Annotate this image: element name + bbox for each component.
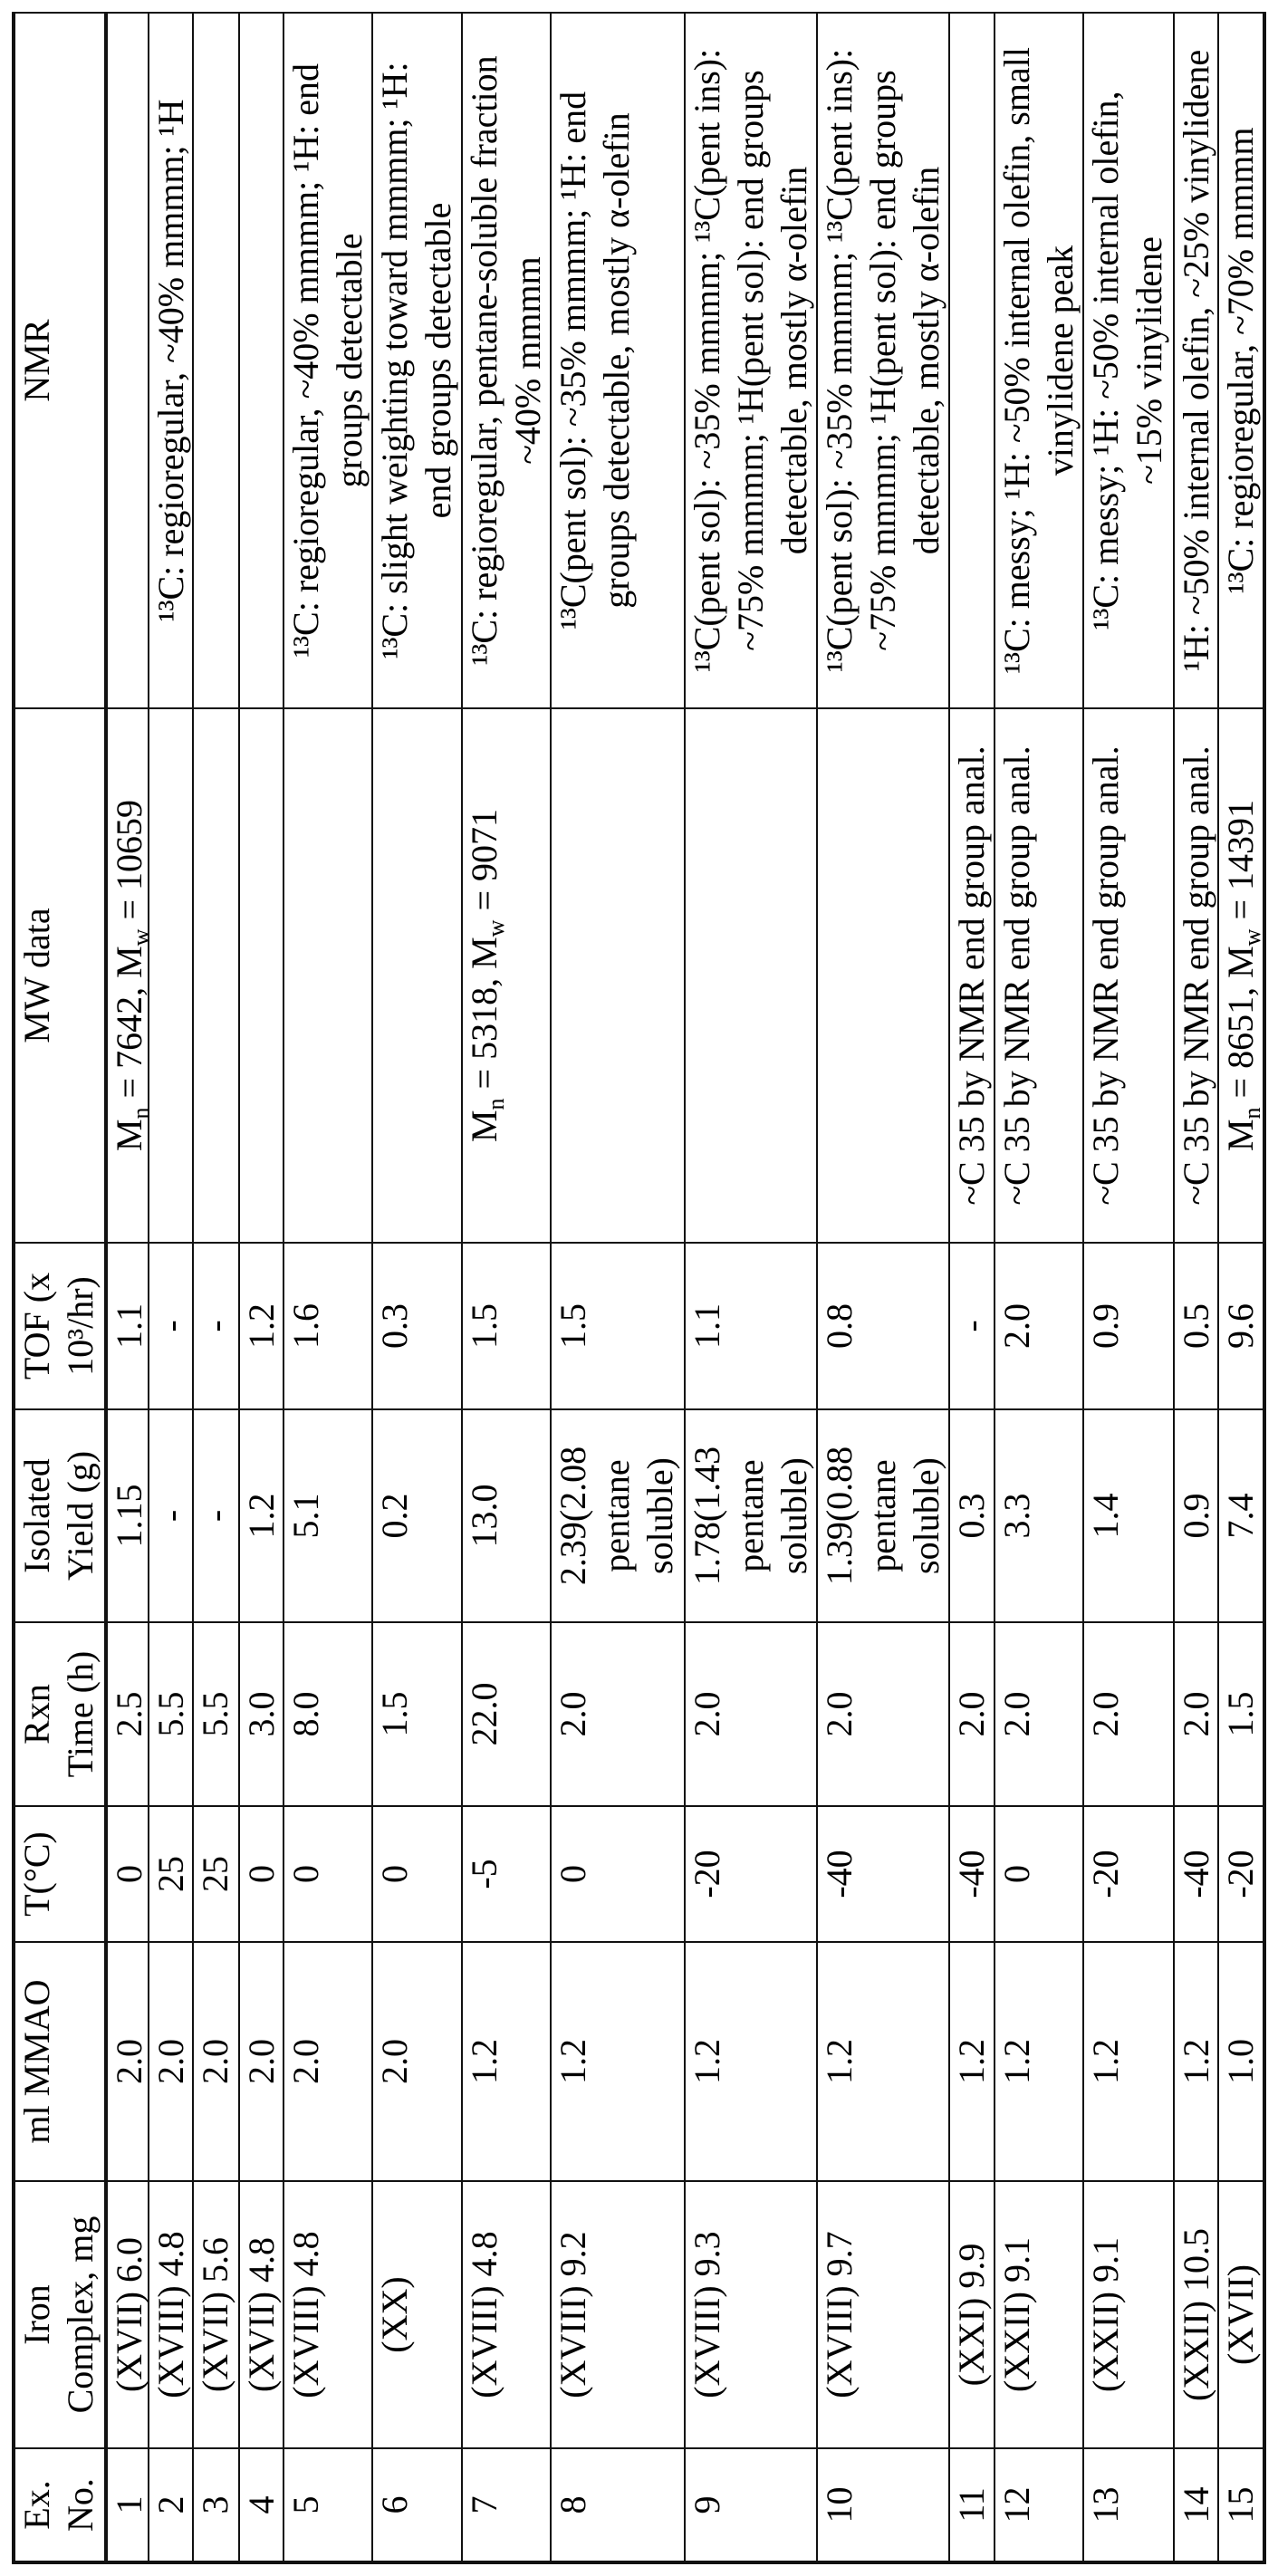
cell-mw-data: ~C 35 by NMR end group anal. — [948, 709, 994, 1244]
cell-iron-complex: (XX) — [371, 2182, 461, 2449]
cell-isolated-yield: 13.0 — [461, 1410, 550, 1623]
cell-tof: - — [948, 1244, 994, 1410]
cell-tof: 1.6 — [283, 1244, 371, 1410]
cell-mw-data: ~C 35 by NMR end group anal. — [994, 709, 1082, 1244]
cell-isolated-yield: 7.4 — [1217, 1410, 1263, 1623]
cell-rxn-time: 2.0 — [684, 1623, 816, 1807]
cell-iron-complex: (XVIII) 9.3 — [684, 2182, 816, 2449]
cell-temperature: -20 — [1082, 1807, 1173, 1943]
cell-mmao: 1.0 — [1217, 1943, 1263, 2182]
mw-subscript: n — [1239, 1107, 1266, 1120]
mw-text: M — [1220, 1119, 1261, 1152]
cell-tof: 0.9 — [1082, 1244, 1173, 1410]
cell-nmr: ¹³C: regioregular, ~40% mmmm; ¹H — [148, 14, 192, 709]
cell-isolated-yield: 0.3 — [948, 1410, 994, 1623]
cell-ex-no: 2 — [148, 2449, 192, 2564]
cell-ex-no: 13 — [1082, 2449, 1173, 2564]
cell-mmao: 1.2 — [461, 1943, 550, 2182]
cell-isolated-yield: 1.39(0.88 pentane soluble) — [816, 1410, 948, 1623]
cell-isolated-yield: 5.1 — [283, 1410, 371, 1623]
cell-rxn-time: 2.0 — [816, 1623, 948, 1807]
cell-isolated-yield: 1.4 — [1082, 1410, 1173, 1623]
cell-iron-complex: (XVII) 6.0 — [104, 2182, 148, 2449]
cell-mmao: 1.2 — [994, 1943, 1082, 2182]
mw-text: = 9071 — [464, 808, 504, 920]
cell-mmao: 2.0 — [283, 1943, 371, 2182]
cell-rxn-time: 1.5 — [1217, 1623, 1263, 1807]
mw-subscript: w — [483, 919, 510, 937]
cell-temperature: -20 — [1217, 1807, 1263, 1943]
cell-rxn-time: 2.0 — [1082, 1623, 1173, 1807]
cell-temperature: 0 — [283, 1807, 371, 1943]
cell-ex-no: 12 — [994, 2449, 1082, 2564]
cell-temperature: 0 — [104, 1807, 148, 1943]
cell-ex-no: 6 — [371, 2449, 461, 2564]
cell-mw-data — [238, 709, 283, 1244]
cell-nmr: ¹³C(pent sol): ~35% mmmm; ¹³C(pent ins): ~75% mmmm; ¹H(pent sol): end groups detectable, mostly α-olefin — [684, 14, 816, 709]
cell-tof: 9.6 — [1217, 1244, 1263, 1410]
cell-isolated-yield: 1.2 — [238, 1410, 283, 1623]
cell-tof: 0.5 — [1173, 1244, 1217, 1410]
cell-rxn-time: 8.0 — [283, 1623, 371, 1807]
cell-mw-data — [816, 709, 948, 1244]
cell-temperature: -40 — [1173, 1807, 1217, 1943]
cell-isolated-yield: 0.9 — [1173, 1410, 1217, 1623]
cell-ex-no: 9 — [684, 2449, 816, 2564]
cell-isolated-yield: 0.2 — [371, 1410, 461, 1623]
cell-mw-data — [684, 709, 816, 1244]
cell-ex-no: 7 — [461, 2449, 550, 2564]
cell-mmao: 2.0 — [371, 1943, 461, 2182]
cell-mmao: 1.2 — [816, 1943, 948, 2182]
cell-tof: 1.1 — [104, 1244, 148, 1410]
cell-mmao: 1.2 — [1082, 1943, 1173, 2182]
header-temperature: T(°C) — [12, 1807, 104, 1943]
cell-iron-complex: (XVIII) 4.8 — [283, 2182, 371, 2449]
data-table — [12, 12, 1266, 2564]
cell-temperature: -20 — [684, 1807, 816, 1943]
cell-nmr: ¹³C: messy; ¹H: ~50% internal olefin, ~15% vinylidene — [1082, 14, 1173, 709]
cell-mw-data: ~C 35 by NMR end group anal. — [1173, 709, 1217, 1244]
cell-nmr: ¹³C: regioregular, pentane-soluble fraction ~40% mmmm — [461, 14, 550, 709]
cell-iron-complex: (XXII) 10.5 — [1173, 2182, 1217, 2449]
cell-mw-data — [148, 709, 192, 1244]
mw-text: M — [109, 1119, 149, 1152]
cell-nmr: ¹³C: messy; ¹H: ~50% internal olefin, small vinylidene peak — [994, 14, 1082, 709]
cell-iron-complex: (XVII) 4.8 — [238, 2182, 283, 2449]
cell-temperature: -40 — [816, 1807, 948, 1943]
cell-temperature: 0 — [371, 1807, 461, 1943]
cell-nmr: ¹H: ~50% internal olefin, ~25% vinylidene — [1173, 14, 1217, 709]
mw-text: = 14391 — [1220, 799, 1261, 929]
cell-isolated-yield: - — [192, 1410, 238, 1623]
cell-isolated-yield: 1.15 — [104, 1410, 148, 1623]
cell-isolated-yield: 1.78(1.43 pentane soluble) — [684, 1410, 816, 1623]
cell-tof: 1.5 — [461, 1244, 550, 1410]
cell-mw-data — [371, 709, 461, 1244]
header-mmao: ml MMAO — [12, 1943, 104, 2182]
cell-rxn-time: 5.5 — [148, 1623, 192, 1807]
mw-subscript: n — [483, 1098, 510, 1110]
cell-nmr — [192, 14, 238, 709]
cell-rxn-time: 22.0 — [461, 1623, 550, 1807]
cell-temperature: 0 — [238, 1807, 283, 1943]
header-tof: TOF (x 10³/hr) — [12, 1244, 104, 1410]
cell-mw-data — [1217, 709, 1266, 1244]
cell-nmr: ¹³C: regioregular, ~40% mmmm; ¹H: end groups detectable — [283, 14, 371, 709]
mw-text: M — [464, 1110, 504, 1143]
cell-temperature: -40 — [948, 1807, 994, 1943]
cell-mw-data — [550, 709, 684, 1244]
cell-rxn-time: 3.0 — [238, 1623, 283, 1807]
header-ex-no: Ex. No. — [12, 2449, 104, 2564]
cell-rxn-time: 2.0 — [994, 1623, 1082, 1807]
cell-tof: - — [192, 1244, 238, 1410]
cell-temperature: -5 — [461, 1807, 550, 1943]
cell-mmao: 1.2 — [550, 1943, 684, 2182]
cell-temperature: 0 — [550, 1807, 684, 1943]
cell-tof: 1.5 — [550, 1244, 684, 1410]
cell-ex-no: 5 — [283, 2449, 371, 2564]
cell-isolated-yield: 2.39(2.08 pentane soluble) — [550, 1410, 684, 1623]
header-nmr: NMR — [12, 14, 104, 709]
cell-iron-complex: (XVIII) 4.8 — [148, 2182, 192, 2449]
cell-mw-data — [461, 709, 550, 1244]
header-rxn-time: Rxn Time (h) — [12, 1623, 104, 1807]
cell-tof: 1.1 — [684, 1244, 816, 1410]
cell-mmao: 1.2 — [1173, 1943, 1217, 2182]
cell-temperature: 25 — [192, 1807, 238, 1943]
mw-text: = 10659 — [109, 799, 149, 929]
mw-subscript: w — [128, 928, 155, 947]
cell-ex-no: 4 — [238, 2449, 283, 2564]
cell-tof: 0.8 — [816, 1244, 948, 1410]
cell-iron-complex: (XXI) 9.9 — [948, 2182, 994, 2449]
cell-tof: 2.0 — [994, 1244, 1082, 1410]
cell-mw-data: ~C 35 by NMR end group anal. — [1082, 709, 1173, 1244]
cell-ex-no: 11 — [948, 2449, 994, 2564]
cell-nmr: ¹³C: slight weighting toward mmmm; ¹H: end groups detectable — [371, 14, 461, 709]
cell-iron-complex: (XVIII) 9.7 — [816, 2182, 948, 2449]
cell-isolated-yield: - — [148, 1410, 192, 1623]
cell-isolated-yield: 3.3 — [994, 1410, 1082, 1623]
cell-tof: 0.3 — [371, 1244, 461, 1410]
cell-nmr: ¹³C: regioregular, ~70% mmmm — [1217, 14, 1263, 709]
cell-nmr — [104, 14, 148, 709]
header-iron-complex: Iron Complex, mg — [12, 2182, 104, 2449]
cell-temperature: 0 — [994, 1807, 1082, 1943]
cell-nmr: ¹³C(pent sol): ~35% mmmm; ¹H: end groups detectable, mostly α-olefin — [550, 14, 684, 709]
cell-mw-data — [192, 709, 238, 1244]
cell-rxn-time: 2.0 — [550, 1623, 684, 1807]
cell-iron-complex: (XVIII) 9.2 — [550, 2182, 684, 2449]
cell-mw-data — [283, 709, 371, 1244]
cell-rxn-time: 2.0 — [948, 1623, 994, 1807]
cell-rxn-time: 2.5 — [104, 1623, 148, 1807]
cell-ex-no: 1 — [104, 2449, 148, 2564]
cell-mmao: 2.0 — [238, 1943, 283, 2182]
cell-rxn-time: 1.5 — [371, 1623, 461, 1807]
cell-tof: - — [148, 1244, 192, 1410]
cell-temperature: 25 — [148, 1807, 192, 1943]
cell-iron-complex: (XVIII) 4.8 — [461, 2182, 550, 2449]
cell-iron-complex: (XVII) — [1217, 2182, 1263, 2449]
cell-rxn-time: 2.0 — [1173, 1623, 1217, 1807]
cell-ex-no: 14 — [1173, 2449, 1217, 2564]
cell-nmr — [238, 14, 283, 709]
mw-subscript: w — [1239, 928, 1266, 947]
mw-text: = 7642, M — [109, 946, 149, 1108]
cell-mmao: 1.2 — [948, 1943, 994, 2182]
cell-mw-data — [104, 709, 155, 1244]
cell-iron-complex: (XVII) 5.6 — [192, 2182, 238, 2449]
cell-mmao: 2.0 — [192, 1943, 238, 2182]
mw-text: = 5318, M — [464, 937, 504, 1099]
cell-ex-no: 3 — [192, 2449, 238, 2564]
cell-mmao: 2.0 — [104, 1943, 148, 2182]
cell-nmr — [948, 14, 994, 709]
cell-tof: 1.2 — [238, 1244, 283, 1410]
cell-mmao: 2.0 — [148, 1943, 192, 2182]
header-mw-data: MW data — [12, 709, 104, 1244]
cell-ex-no: 10 — [816, 2449, 948, 2564]
cell-nmr: ¹³C(pent sol): ~35% mmmm; ¹³C(pent ins): ~75% mmmm; ¹H(pent sol): end groups detectable, mostly α-olefin — [816, 14, 948, 709]
cell-mmao: 1.2 — [684, 1943, 816, 2182]
cell-iron-complex: (XXII) 9.1 — [1082, 2182, 1173, 2449]
cell-rxn-time: 5.5 — [192, 1623, 238, 1807]
cell-ex-no: 8 — [550, 2449, 684, 2564]
cell-iron-complex: (XXII) 9.1 — [994, 2182, 1082, 2449]
mw-text: = 8651, M — [1220, 946, 1261, 1108]
header-isolated-yield: Isolated Yield (g) — [12, 1410, 104, 1623]
cell-ex-no: 15 — [1217, 2449, 1263, 2564]
mw-subscript: n — [128, 1107, 155, 1120]
